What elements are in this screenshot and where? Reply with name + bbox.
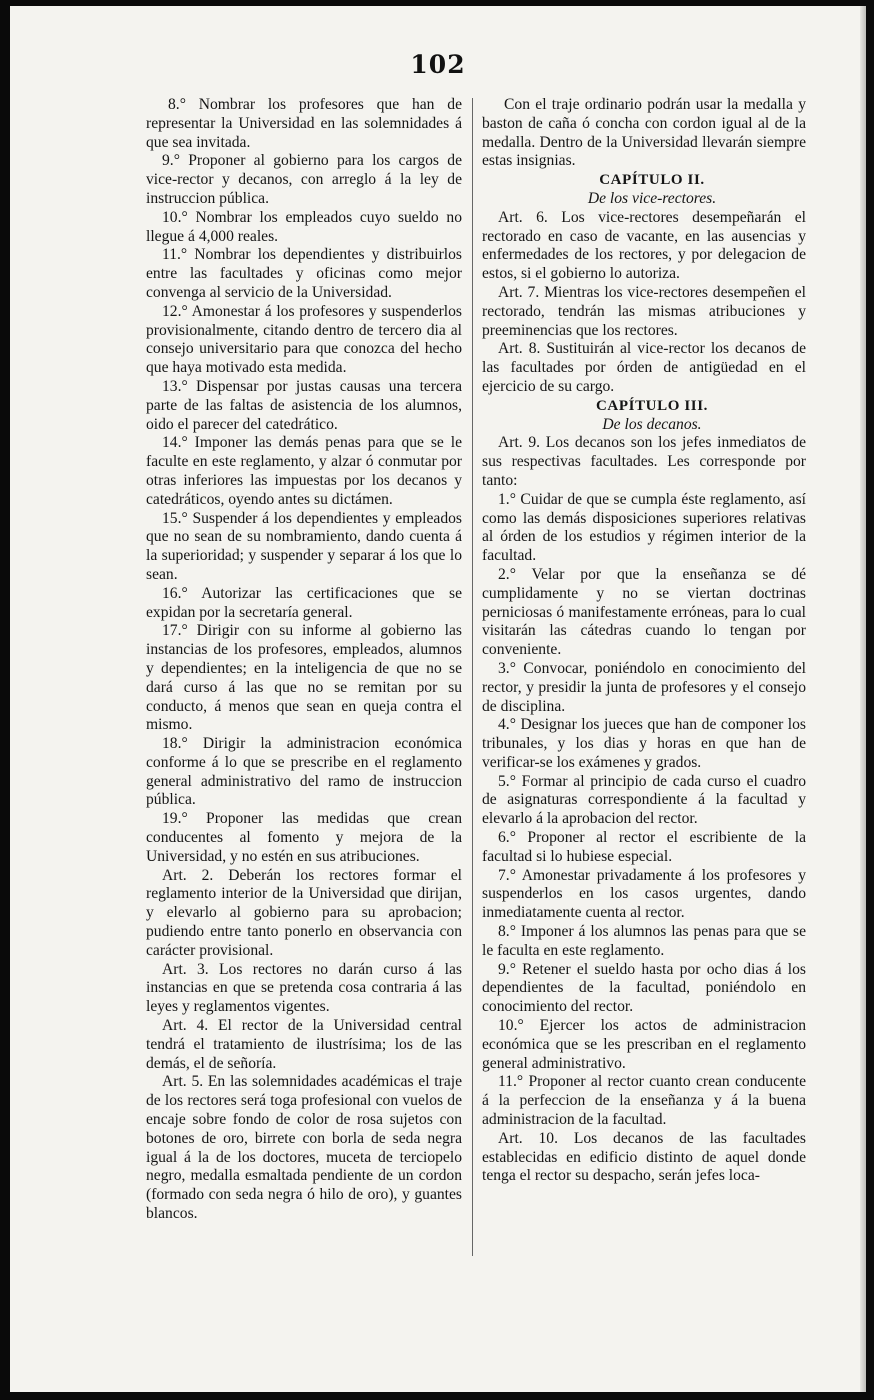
paragraph: 12.° Amonestar á los profesores y suspenderlos provisionalmente, citando dentro de tercero dia al consejo universitario para que conozca del hecho que haya motivado esta medida. — [146, 302, 462, 377]
paragraph: 8.° Nombrar los profesores que han de representar la Universidad en las solemnidades á que sea invitada. — [146, 96, 462, 151]
paragraph: 11.° Proponer al rector cuanto crean conducente á la perfeccion de la enseñanza y á la buena administracion de la facultad. — [482, 1073, 806, 1129]
paragraph: 9.° Retener el sueldo hasta por ocho dias á los dependientes de la facultad, poniéndolo en conocimiento del rector. — [482, 960, 806, 1016]
paragraph: 15.° Suspender á los dependientes y empleados que no sean de su nombramiento, dando cuenta á la superioridad; y suspender y separar á los que lo sean. — [146, 509, 462, 583]
paragraph: Art. 2. Deberán los rectores formar el reglamento interior de la Universidad que dirijan, y elevarlo al gobierno para su aprobacion; pudiendo entre tanto ponerlo en observancia con carácter provisional. — [146, 866, 462, 959]
paragraph: Art. 6. Los vice-rectores desempeñarán el rectorado en caso de vacante, en las ausencias y enfermedades de los rectores, y por delegacion de estos, si el gobierno lo autoriza. — [482, 208, 806, 283]
column-divider — [472, 98, 473, 1256]
paragraph: Art. 9. Los decanos son los jefes inmediatos de sus respectivas facultades. Les corresponde por tanto: — [482, 434, 806, 489]
paragraph: 10.° Nombrar los empleados cuyo sueldo no llegue á 4,000 reales. — [146, 208, 462, 245]
paragraph: 6.° Proponer al rector el escribiente de la facultad si lo hubiese especial. — [482, 829, 806, 865]
paragraph: 1.° Cuidar de que se cumpla éste reglamento, así como las demás disposiciones superiores relativas al órden de los estudios y régimen interior de la facultad. — [482, 490, 806, 565]
paragraph: Art. 3. Los rectores no darán curso á las instancias en que se pretenda cosa contraria á las leyes y reglamentos vigentes. — [146, 960, 462, 1016]
chapter-subtitle: De los vice-rectores. — [587, 189, 717, 207]
paragraph: 18.° Dirigir la administracion económica conforme á lo que se prescribe en el reglamento general administrativo del ramo de instruccion pública. — [146, 735, 462, 809]
page-number: 102 — [410, 50, 466, 79]
right-column — [482, 96, 806, 1186]
paragraph: Con el traje ordinario podrán usar la medalla y baston de caña ó concha con cordon igual al de la medalla. Dentro de la Universidad llevarán siempre estas insignias. — [482, 96, 806, 170]
page-edge-shadow — [860, 6, 866, 1392]
paragraph: 4.° Designar los jueces que han de componer los tribunales, y los dias y horas en que han de verificar-se los exámenes y grados. — [482, 716, 806, 771]
paragraph: 19.° Proponer las medidas que crean conducentes al fomento y mejora de la Universidad, y no estén en sus atribuciones. — [146, 810, 462, 865]
left-column — [146, 96, 462, 1224]
paragraph: 3.° Convocar, poniéndolo en conocimiento del rector, y presidir la junta de profesores y el consejo de disciplina. — [482, 659, 806, 715]
document-page — [10, 6, 866, 1392]
paragraph: 9.° Proponer al gobierno para los cargos de vice-rector y decanos, con arreglo á la ley de instruccion pública. — [146, 152, 462, 207]
paragraph: 11.° Nombrar los dependientes y distribuirlos entre las facultades y oficinas como mejor convenga al servicio de la Universidad. — [146, 246, 462, 301]
paragraph: 14.° Imponer las demás penas para que se le faculte en este reglamento, y alzar ó conmutar por otras inferiores las impuestas por los decanos y catedráticos, oyendo antes su dictámen. — [146, 434, 462, 508]
paragraph: Art. 8. Sustituirán al vice-rector los decanos de las facultades por órden de antigüedad en el ejercicio de su cargo. — [482, 340, 806, 395]
paragraph: 2.° Velar por que la enseñanza se dé cumplidamente y no se viertan doctrinas perniciosas ó manifestamente erróneas, para lo cual visitarán las cátedras cuando lo tengan por conveniente. — [482, 565, 806, 659]
paragraph: 10.° Ejercer los actos de administracion económica que se les prescriban en el reglamento general administrativo. — [482, 1017, 806, 1072]
paragraph: 7.° Amonestar privadamente á los profesores y suspenderlos en los casos urgentes, dando inmediatamente cuenta al rector. — [482, 866, 806, 922]
paragraph: Art. 7. Mientras los vice-rectores desempeñen el rectorado, tendrán las mismas atribuciones y preeminencias que los rectores. — [482, 283, 806, 339]
chapter-title: CAPÍTULO II. — [599, 172, 705, 189]
paragraph: Art. 10. Los decanos de las facultades establecidas en edificio distinto de aquel donde tenga el rector su despacho, serán jefes loca- — [482, 1129, 806, 1185]
paragraph: Art. 4. El rector de la Universidad central tendrá el tratamiento de ilustrísima; los de las demás, el de señoría. — [146, 1017, 462, 1072]
chapter-title: CAPÍTULO III. — [596, 397, 708, 414]
paragraph: Art. 5. En las solemnidades académicas el traje de los rectores será toga profesional con vuelos de encaje sobre fondo de color de rosa sujetos con botones de oro, birrete con borla de seda negra igual á la de los doctores, muceta de terciopelo negro, medalla esmaltada pendiente de un cordon (formado con seda negra ó hilo de oro), y guantes blancos. — [146, 1073, 462, 1223]
paragraph: 17.° Dirigir con su informe al gobierno las instancias de los profesores, empleados, alumnos y dependientes; en la inteligencia de que no se dará curso á las que no se remitan por su conducto, á menos que sean en queja contra el mismo. — [146, 622, 462, 734]
paragraph: 13.° Dispensar por justas causas una tercera parte de las faltas de asistencia de los alumnos, oido el parecer del catedrático. — [146, 377, 462, 433]
chapter-subtitle: De los decanos. — [602, 415, 702, 433]
paragraph: 5.° Formar al principio de cada curso el cuadro de asignaturas correspondiente á la facultad y elevarlo á la aprobacion del rector. — [482, 772, 806, 828]
paragraph: 16.° Autorizar las certificaciones que se expidan por la secretaría general. — [146, 584, 462, 621]
paragraph: 8.° Imponer á los alumnos las penas para que se le faculta en este reglamento. — [482, 923, 806, 959]
